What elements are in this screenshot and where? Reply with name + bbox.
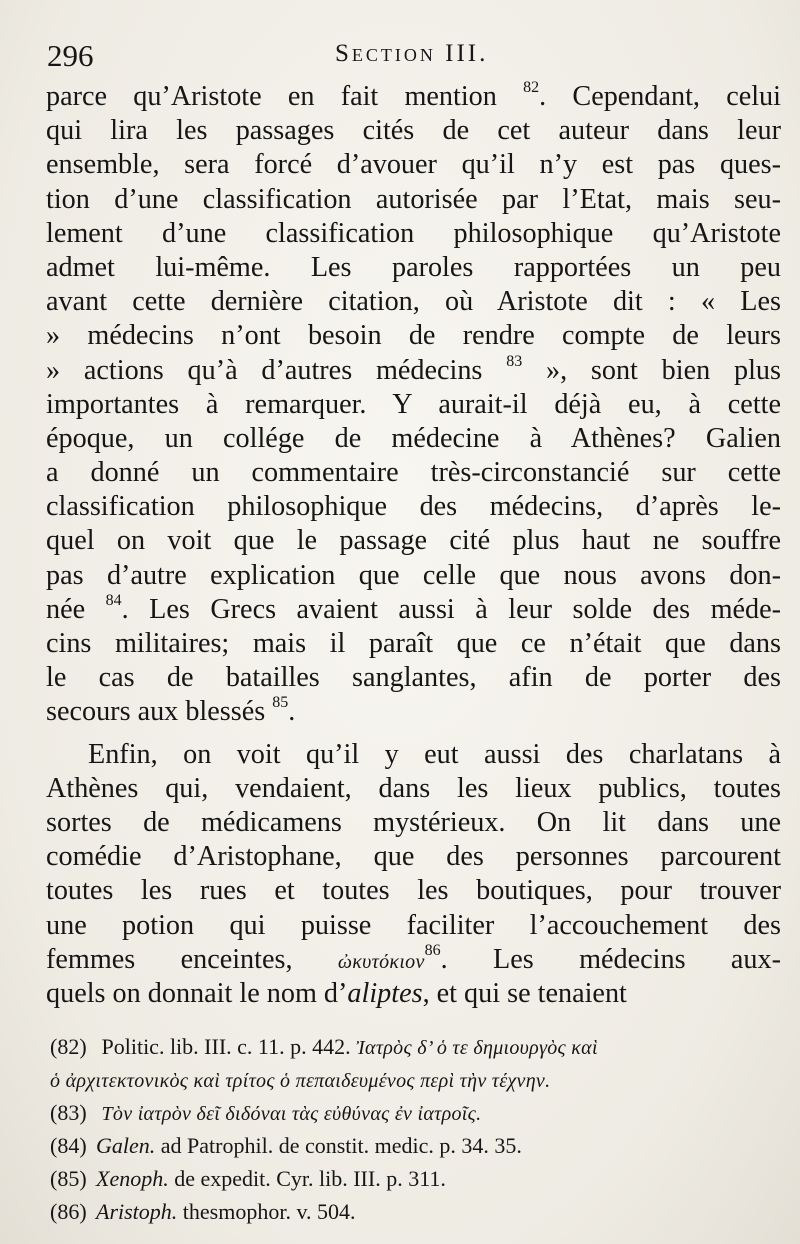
text-line [46, 593, 781, 627]
text-run: . Cependant, celui [539, 81, 781, 112]
text-line: toutes les rues et toutes les boutiques, pour trouver [46, 875, 781, 907]
footnote-83 [50, 1096, 770, 1129]
text-line: importantes à remarquer. Y aurait-il déjà eu, à cette [46, 388, 781, 420]
footnote-greek: ὁ ἀρχιτεκτονικὸς καὶ τρίτος ὁ πεπαιδευμένος περὶ τὴν τέχνην. [50, 1070, 551, 1092]
footnote-number: (84) [50, 1133, 87, 1158]
footnote-author: Galen. [96, 1133, 156, 1158]
text-line [46, 354, 781, 388]
text-line: une potion qui puisse faciliter l’accouchement des [46, 909, 781, 941]
text-line: le cas de batailles sanglantes, afin de porter des [46, 662, 781, 694]
text-run: . [288, 696, 296, 728]
text-line: qui lira les passages cités de cet auteur dans leur [46, 115, 781, 147]
footnote-text: ad Patrophil. de constit. medic. p. 34. 35. [155, 1133, 522, 1158]
footnote-ref: 84 [105, 591, 122, 609]
text-run: secours aux blessés [46, 696, 273, 728]
footnote-number: (82) [50, 1034, 87, 1059]
footnote-82-continuation [50, 1063, 770, 1096]
text-line [46, 695, 781, 729]
text-line [46, 943, 781, 977]
footnote-86 [50, 1195, 770, 1228]
footnote-greek: Ἰατρὸς δ’ ὁ τε δημιουργὸς καὶ [356, 1037, 598, 1059]
footnote-text: Politic. lib. III. c. 11. p. 442. [101, 1034, 351, 1059]
text-line [46, 977, 781, 1011]
text-line: cins militaires; mais il paraît que ce n’était que dans [46, 628, 781, 659]
text-run: parce qu’Aristote en fait mention [46, 81, 524, 112]
footnote-author: Aristoph. [96, 1199, 178, 1224]
footnote-number: (86) [50, 1199, 87, 1224]
footnote-text: thesmophor. v. 504. [177, 1199, 356, 1224]
text-line: Athènes qui, vendaient, dans les lieux publics, toutes [46, 772, 781, 804]
page-number: 296 [47, 38, 94, 73]
footnote-84 [50, 1129, 770, 1162]
footnote-ref: 82 [523, 79, 540, 96]
footnote-greek: Τὸν ἰατρὸν δεῖ διδόναι τὰς εὐθύνας ἐν ἰατροῖς. [101, 1103, 482, 1125]
text-line: lement d’une classification philosophique qu’Aristote [46, 217, 781, 249]
text-run: quels on donnait le nom d’ [46, 977, 348, 1009]
text-run: » actions qu’à d’autres médecins [46, 354, 507, 386]
footnote-ref: 83 [506, 352, 523, 370]
text-line [46, 80, 781, 114]
running-head: Section III. [335, 40, 489, 67]
text-run: femmes enceintes, [46, 943, 338, 975]
footnote-author: Xenoph. [96, 1166, 169, 1191]
paragraph-2 [46, 738, 781, 1012]
text-line: sortes de médicamens mystérieux. On lit dans une [46, 806, 781, 838]
text-run: . Les médecins aux- [440, 943, 782, 975]
text-line: avant cette dernière citation, où Aristote dit : « Les [46, 286, 781, 318]
text-line: ensemble, sera forcé d’avouer qu’il n’y est pas ques- [46, 149, 781, 181]
text-line: tion d’une classification autorisée par l’Etat, mais seu- [46, 183, 781, 215]
footnote-text: de expedit. Cyr. lib. III. p. 311. [168, 1166, 446, 1191]
text-line: a donné un commentaire très-circonstancié sur cette [46, 457, 781, 489]
footnote-82 [50, 1030, 770, 1063]
paragraph-1 [46, 80, 781, 730]
text-run: . Les Grecs avaient aussi à leur solde des méde- [121, 593, 781, 625]
italic-term: aliptes [347, 977, 423, 1009]
text-run: née [46, 593, 106, 625]
footnote-85 [50, 1162, 770, 1195]
text-line: quel on voit que le passage cité plus haut ne souffre [46, 525, 781, 557]
text-line: pas d’autre explication que celle que nous avons don- [46, 559, 781, 591]
page-header [47, 38, 767, 78]
text-line: classification philosophique des médecins, d’après le- [46, 491, 781, 523]
footnotes [50, 1030, 770, 1228]
text-line: Enfin, on voit qu’il y eut aussi des charlatans à [88, 738, 781, 770]
footnote-number: (83) [50, 1100, 87, 1125]
greek-term: ὠκυτόκιον [337, 950, 425, 973]
text-run: », sont bien plus [522, 354, 781, 386]
body-text [46, 80, 781, 1011]
text-run: , et qui se tenaient [422, 977, 627, 1009]
footnote-ref: 85 [272, 694, 289, 712]
text-line: époque, un collége de médecine à Athènes? Galien [46, 422, 781, 454]
text-line: admet lui-même. Les paroles rapportées un peu [46, 251, 781, 283]
text-line: » médecins n’ont besoin de rendre compte de leurs [46, 320, 781, 352]
text-line: comédie d’Aristophane, que des personnes parcourent [46, 841, 781, 873]
footnote-number: (85) [50, 1166, 87, 1191]
footnote-ref: 86 [424, 941, 441, 959]
